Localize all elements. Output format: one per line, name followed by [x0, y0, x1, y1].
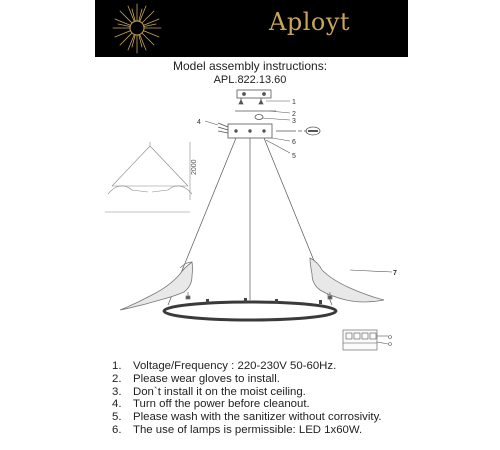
- instruction-item: 5. Please wash with the sanitizer without corrosivity.: [112, 411, 382, 424]
- page-title: Model assembly instructions:: [172, 59, 328, 73]
- instructions-list: [112, 360, 382, 437]
- instruction-item: 4. Turn off the power before cleanout.: [112, 398, 310, 411]
- instruction-item: 6. The use of lamps is permissible: LED 1x60W.: [112, 423, 363, 436]
- left-bird-icon: [120, 262, 193, 310]
- instruction-item: 2. Please wear gloves to install.: [112, 372, 280, 385]
- brand-banner: [95, 0, 408, 57]
- part-number-1: 1: [292, 99, 296, 106]
- part-number-5: 5: [292, 153, 296, 160]
- ring-lamp: [164, 302, 336, 320]
- instruction-item: 3. Don`t install it on the moist ceiling.: [112, 385, 306, 398]
- brand-name: Aployt: [269, 8, 351, 36]
- part-number-2: 2: [292, 111, 296, 118]
- part-number-6: 6: [292, 139, 296, 146]
- instruction-item: 1. Voltage/Frequency : 220-230V 50-60Hz.: [112, 360, 337, 372]
- right-bird-icon: [310, 258, 384, 302]
- part-number-3: 3: [292, 118, 296, 125]
- overview-sketch: [105, 142, 192, 212]
- assembly-diagram: [0, 88, 500, 358]
- ceiling-mount: [218, 90, 320, 138]
- model-number: APL.822.13.60: [213, 74, 287, 86]
- height-dimension-label: 2000: [191, 159, 198, 175]
- terminal-block-icon: [343, 330, 392, 350]
- part-number-7: 7: [393, 270, 397, 277]
- sun-logo-icon: [107, 0, 167, 57]
- part-number-4: 4: [197, 119, 201, 126]
